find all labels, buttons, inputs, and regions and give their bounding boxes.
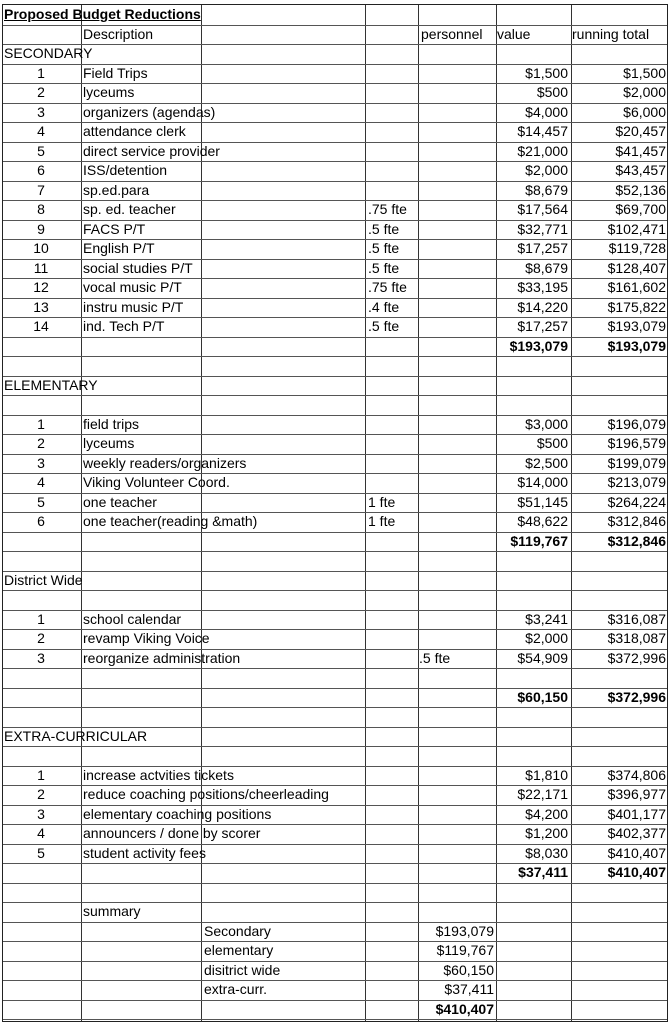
subtotal-running-total: $372,996	[607, 688, 666, 705]
item-value: $3,241	[525, 610, 568, 627]
item-running-total: $374,806	[607, 766, 666, 783]
subtotal-row	[3, 337, 667, 357]
item-description: English P/T	[83, 240, 155, 256]
section-label: District Wide	[4, 571, 83, 588]
item-description: lyceums	[83, 435, 135, 451]
subtotal-value: $60,150	[517, 688, 568, 705]
item-number: 7	[37, 181, 45, 198]
table-row	[3, 434, 667, 454]
table-row	[3, 83, 667, 103]
table-row	[3, 239, 667, 259]
page-title: Proposed Budget Reductions	[4, 6, 201, 22]
subtotal-running-total: $410,407	[607, 864, 666, 880]
item-number: 14	[33, 318, 49, 334]
item-running-total: $128,407	[607, 259, 666, 276]
item-value: $8,679	[525, 181, 568, 198]
item-description: ind. Tech P/T	[83, 318, 165, 334]
summary-item-value: $37,411	[444, 981, 494, 997]
item-value: $17,564	[517, 201, 568, 217]
row-divider	[3, 883, 667, 884]
item-running-total: $264,224	[607, 493, 666, 510]
item-running-total: $41,457	[615, 142, 666, 159]
item-running-total: $196,579	[607, 435, 666, 451]
item-number: 1	[37, 766, 45, 783]
item-description: organizers (agendas)	[83, 103, 216, 120]
header-running-total: running total	[572, 25, 650, 42]
item-value: $1,500	[525, 64, 568, 81]
summary-row	[3, 922, 667, 942]
item-value: $14,000	[517, 474, 568, 490]
item-running-total: $316,087	[607, 610, 666, 627]
row-divider	[3, 590, 667, 591]
table-row	[3, 122, 667, 142]
item-number: 5	[37, 493, 45, 510]
item-personnel: .4 fte	[368, 298, 400, 315]
table-row	[3, 493, 667, 513]
table-row	[3, 844, 667, 864]
item-running-total: $2,000	[623, 84, 666, 100]
summary-item-label: Secondary	[204, 922, 271, 939]
table-row	[3, 629, 667, 649]
table-row	[3, 766, 667, 786]
table-row	[3, 610, 667, 630]
item-value: $51,145	[517, 493, 568, 510]
item-running-total: $69,700	[615, 201, 666, 217]
summary-item-label: disitrict wide	[204, 961, 281, 978]
item-number: 3	[37, 649, 45, 666]
header-personnel: personnel	[421, 25, 483, 42]
summary-item-value: $60,150	[443, 961, 494, 978]
subtotal-value: $37,411	[518, 864, 568, 880]
table-row	[3, 142, 667, 162]
table-row	[3, 512, 667, 532]
item-value: $21,000	[517, 142, 568, 159]
table-row	[3, 181, 667, 201]
item-value: $500	[536, 84, 568, 100]
item-running-total: $43,457	[615, 162, 666, 178]
header-description: Description	[83, 25, 154, 42]
item-number: 4	[37, 474, 45, 490]
item-description: sp. ed. teacher	[83, 201, 176, 217]
item-description: FACS P/T	[83, 220, 146, 237]
table-row	[3, 824, 667, 844]
table-row	[3, 220, 667, 240]
item-value: $17,257	[517, 318, 568, 334]
item-running-total: $401,177	[607, 805, 666, 822]
summary-total-row	[3, 1000, 667, 1020]
table-row	[3, 161, 667, 181]
item-value: $4,200	[525, 805, 568, 822]
item-number: 13	[33, 298, 49, 315]
section-label: ELEMENTARY	[4, 376, 98, 393]
item-value: $32,771	[517, 220, 568, 237]
item-value: $3,000	[525, 415, 568, 432]
header-value: value	[497, 25, 531, 42]
item-number: 9	[37, 220, 45, 237]
summary-item-value: $119,767	[436, 942, 494, 958]
table-row	[3, 298, 667, 318]
item-number: 6	[37, 162, 45, 178]
item-running-total: $402,377	[607, 825, 666, 841]
item-description: vocal music P/T	[83, 279, 182, 295]
item-running-total: $396,977	[607, 786, 666, 802]
item-description: social studies P/T	[83, 259, 193, 276]
summary-item-label: extra-curr.	[204, 981, 268, 997]
row-divider	[3, 707, 667, 708]
item-description: elementary coaching positions	[83, 805, 272, 822]
table-row	[3, 785, 667, 805]
summary-item-value: $193,079	[435, 922, 494, 939]
item-running-total: $199,079	[607, 454, 666, 471]
item-number: 8	[37, 201, 45, 217]
summary-total: $410,407	[435, 1000, 494, 1017]
row-divider	[3, 356, 667, 357]
item-running-total: $372,996	[607, 649, 666, 666]
row-divider	[3, 746, 667, 747]
item-description: one teacher(reading &math)	[83, 513, 258, 529]
row-divider	[3, 668, 667, 669]
item-value: $8,679	[525, 259, 568, 276]
item-description: sp.ed.para	[83, 181, 150, 198]
item-value: $33,195	[517, 279, 568, 295]
item-running-total: $213,079	[607, 474, 666, 490]
table-row	[3, 649, 667, 669]
item-description: weekly readers/organizers	[83, 454, 247, 471]
table-row	[3, 64, 667, 84]
item-number: 4	[37, 825, 45, 841]
subtotal-row	[3, 532, 667, 552]
item-running-total: $20,457	[615, 123, 666, 139]
item-running-total: $52,136	[615, 181, 666, 198]
table-row	[3, 259, 667, 279]
item-running-total: $196,079	[607, 415, 666, 432]
item-number: 2	[37, 786, 45, 802]
summary-row	[3, 980, 667, 1000]
item-number: 12	[33, 279, 49, 295]
item-running-total: $193,079	[607, 318, 666, 334]
summary-row	[3, 941, 667, 961]
summary-item-label: elementary	[204, 942, 274, 958]
table-row	[3, 805, 667, 825]
item-running-total: $102,471	[607, 220, 666, 237]
item-running-total: $318,087	[607, 630, 666, 646]
item-description: instru music P/T	[83, 298, 184, 315]
item-number: 1	[37, 610, 45, 627]
summary-label-row	[3, 902, 667, 922]
item-number: 4	[37, 123, 45, 139]
item-value: $17,257	[517, 240, 568, 256]
item-value: $2,000	[525, 630, 568, 646]
subtotal-value: $119,767	[510, 532, 568, 549]
item-personnel: .5 fte	[368, 240, 400, 256]
item-number: 11	[33, 259, 49, 276]
item-value: $4,000	[525, 103, 568, 120]
item-personnel: .5 fte	[368, 318, 400, 334]
item-description: Field Trips	[83, 64, 148, 81]
item-number: 10	[33, 240, 49, 256]
item-running-total: $312,846	[607, 513, 666, 529]
budget-spreadsheet	[2, 4, 668, 1022]
table-row	[3, 200, 667, 220]
item-value: $22,171	[517, 786, 568, 802]
item-description: increase actvities tickets	[83, 766, 234, 783]
item-description: revamp Viking Voice	[83, 630, 210, 646]
subtotal-running-total: $193,079	[607, 337, 666, 354]
item-value: $1,200	[525, 825, 568, 841]
section-label-row	[3, 571, 667, 591]
item-running-total: $410,407	[607, 844, 666, 861]
header-row	[3, 25, 667, 45]
row-divider	[3, 395, 667, 396]
section-label-row	[3, 44, 667, 64]
item-value: $2,500	[525, 454, 568, 471]
row-divider	[3, 1019, 667, 1020]
subtotal-row	[3, 688, 667, 708]
item-number: 1	[37, 415, 45, 432]
item-description: attendance clerk	[83, 123, 186, 139]
item-description: announcers / done by scorer	[83, 825, 261, 841]
item-value: $14,220	[517, 298, 568, 315]
subtotal-value: $193,079	[509, 337, 568, 354]
item-personnel: .75 fte	[368, 201, 407, 217]
item-number: 1	[37, 64, 45, 81]
section-label: SECONDARY	[4, 45, 93, 61]
item-running-total: $6,000	[623, 103, 666, 120]
item-number: 3	[37, 103, 45, 120]
table-row	[3, 278, 667, 298]
item-running-total: $161,602	[607, 279, 666, 295]
table-row	[3, 415, 667, 435]
item-description: field trips	[83, 415, 140, 432]
item-value: $2,000	[525, 162, 568, 178]
item-value: $14,457	[517, 123, 568, 139]
title-row	[3, 5, 667, 25]
item-description: direct service provider	[83, 142, 220, 159]
item-number: 2	[37, 435, 45, 451]
table-row	[3, 103, 667, 123]
summary-row	[3, 961, 667, 981]
table-row	[3, 454, 667, 474]
summary-label: summary	[83, 903, 141, 919]
item-description: reorganize administration	[83, 649, 241, 666]
section-label-row	[3, 376, 667, 396]
item-description: ISS/detention	[83, 162, 168, 178]
table-row	[3, 473, 667, 493]
item-personnel: 1 fte	[368, 493, 396, 510]
item-personnel: 1 fte	[368, 513, 396, 529]
item-personnel: .5 fte	[368, 259, 400, 276]
item-running-total: $175,822	[607, 298, 666, 315]
item-number: 3	[37, 454, 45, 471]
item-number: 2	[37, 84, 45, 100]
item-running-total: $1,500	[623, 64, 666, 81]
item-description: reduce coaching positions/cheerleading	[83, 786, 329, 802]
item-description: school calendar	[83, 610, 182, 627]
item-description: one teacher	[83, 493, 157, 510]
item-number: 5	[37, 142, 45, 159]
subtotal-running-total: $312,846	[607, 532, 666, 549]
table-row	[3, 317, 667, 337]
item-value: $54,909	[517, 649, 568, 666]
item-value: $500	[536, 435, 568, 451]
row-divider	[3, 551, 667, 552]
item-running-total: $119,728	[608, 240, 666, 256]
item-description: lyceums	[83, 84, 135, 100]
item-personnel: .75 fte	[368, 279, 407, 295]
item-personnel: .5 fte	[419, 649, 451, 666]
item-value: $1,810	[525, 766, 568, 783]
subtotal-row	[3, 863, 667, 883]
item-number: 6	[37, 513, 45, 529]
item-value: $48,622	[517, 513, 568, 529]
item-number: 3	[37, 805, 45, 822]
item-value: $8,030	[525, 844, 568, 861]
section-label: EXTRA-CURRICULAR	[4, 727, 148, 744]
section-label-row	[3, 727, 667, 747]
item-description: student activity fees	[83, 844, 206, 861]
item-personnel: .5 fte	[368, 220, 400, 237]
item-number: 5	[37, 844, 45, 861]
item-description: Viking Volunteer Coord.	[83, 474, 230, 490]
item-number: 2	[37, 630, 45, 646]
